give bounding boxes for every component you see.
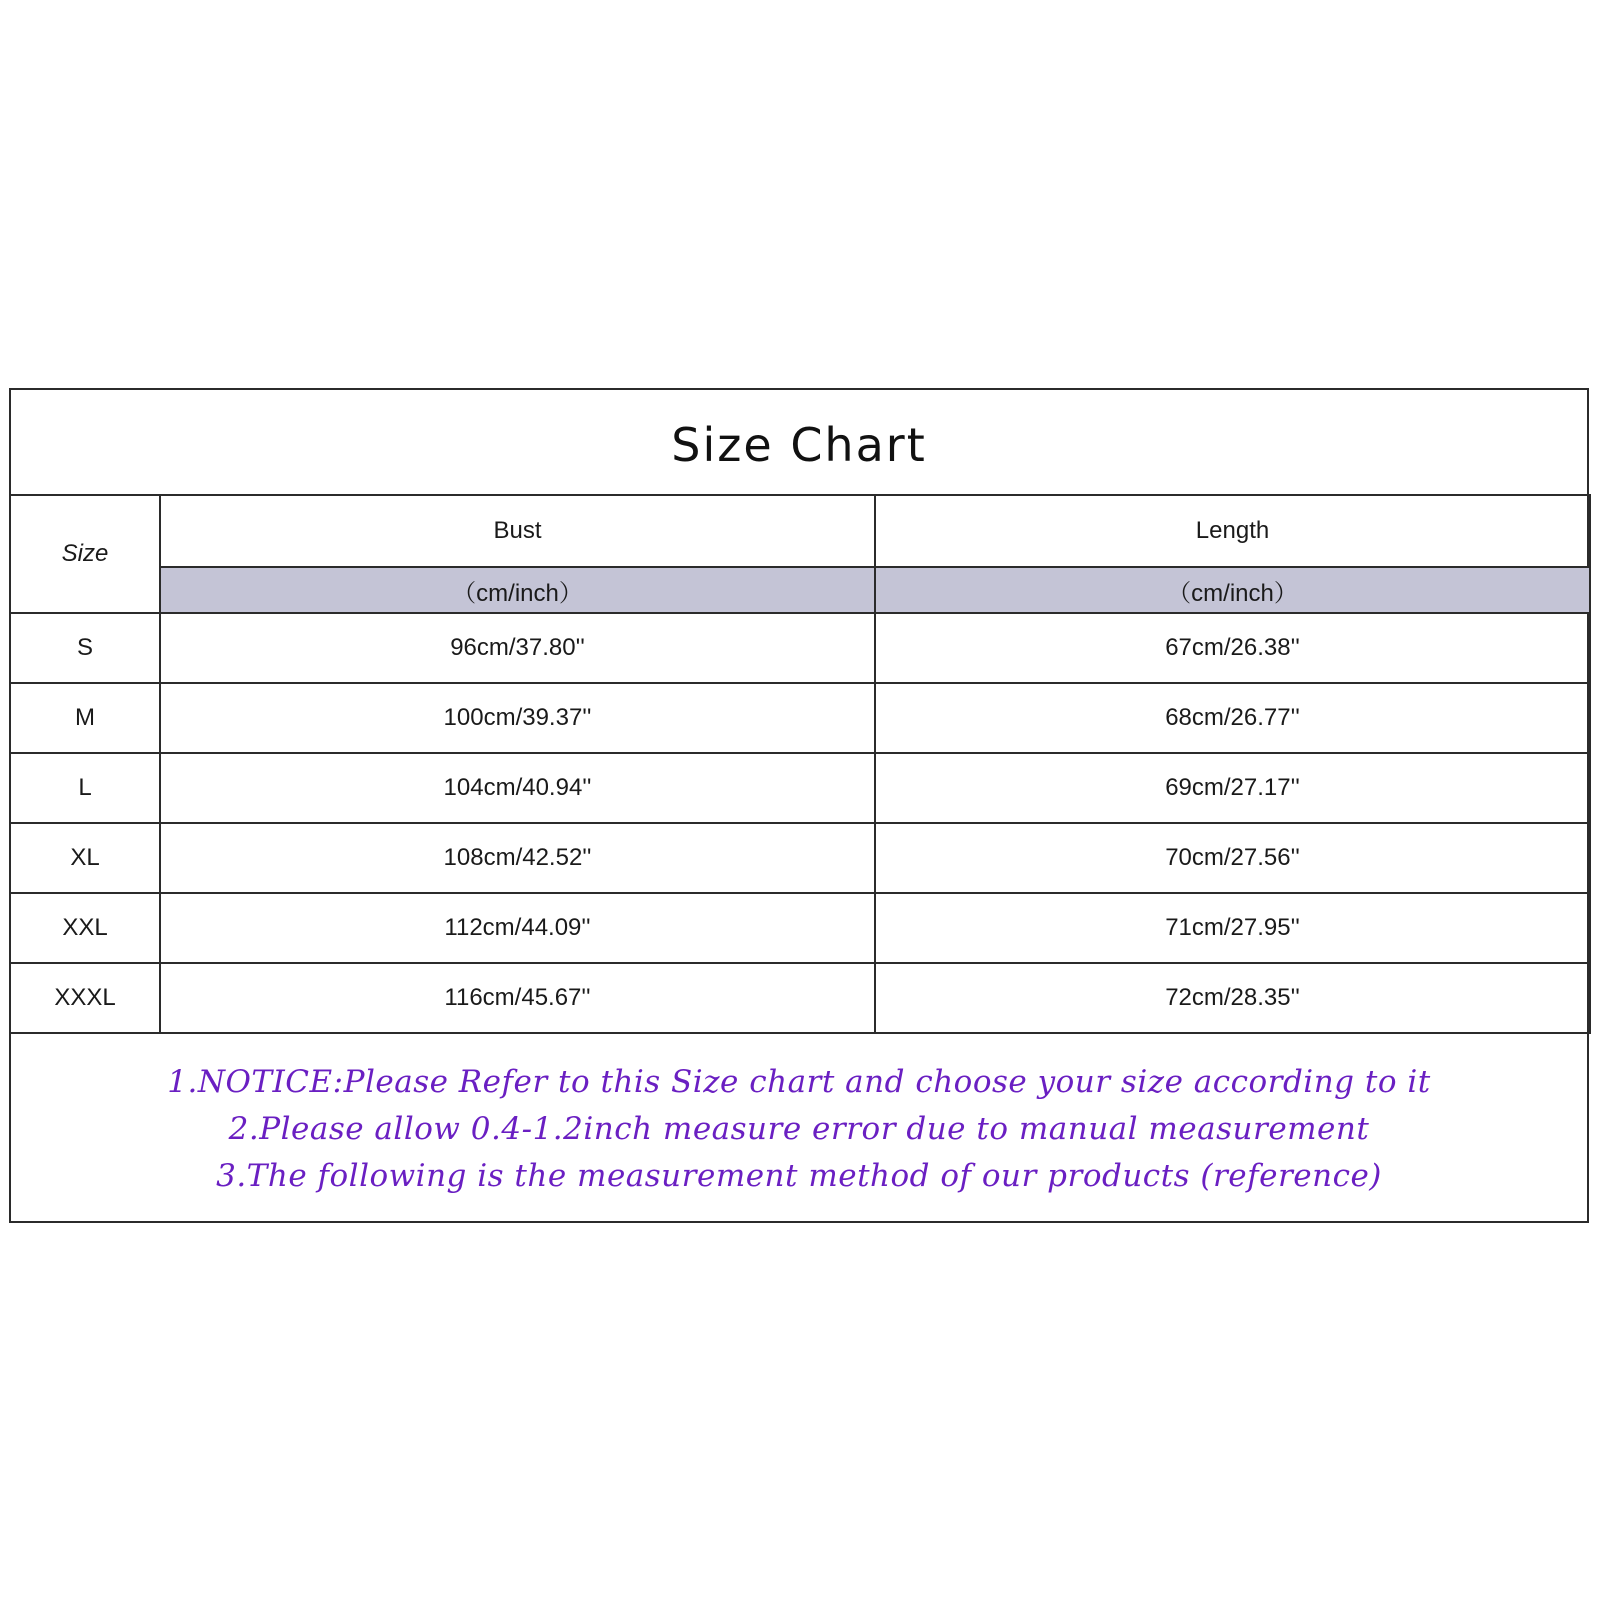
table-row (10, 613, 1590, 683)
length-unit-label: （cm/inch） (875, 567, 1590, 613)
length-cell: 70cm/27.56'' (875, 823, 1590, 893)
table-row (10, 823, 1590, 893)
bust-cell: 96cm/37.80'' (160, 613, 875, 683)
note-line: 3.The following is the measurement method of our products (reference) (216, 1158, 1382, 1194)
table-row (10, 963, 1590, 1033)
length-cell: 71cm/27.95'' (875, 893, 1590, 963)
size-cell: S (10, 613, 160, 683)
length-cell: 67cm/26.38'' (875, 613, 1590, 683)
length-cell: 72cm/28.35'' (875, 963, 1590, 1033)
bust-cell: 116cm/45.67'' (160, 963, 875, 1033)
bust-unit-label: （cm/inch） (160, 567, 875, 613)
bust-cell: 104cm/40.94'' (160, 753, 875, 823)
chart-title: Size Chart (671, 418, 927, 472)
title-row (11, 390, 1587, 496)
table-row (10, 753, 1590, 823)
length-column-header: Length (875, 495, 1590, 567)
bust-cell: 112cm/44.09'' (160, 893, 875, 963)
bust-cell: 100cm/39.37'' (160, 683, 875, 753)
note-line: 1.NOTICE:Please Refer to this Size chart and choose your size according to it (167, 1064, 1431, 1100)
header-row (10, 495, 1590, 567)
size-cell: M (10, 683, 160, 753)
unit-row (10, 567, 1590, 613)
bust-column-header: Bust (160, 495, 875, 567)
size-cell: XXL (10, 893, 160, 963)
size-cell: XL (10, 823, 160, 893)
bust-cell: 108cm/42.52'' (160, 823, 875, 893)
size-chart (9, 388, 1589, 1223)
size-column-header: Size (10, 495, 160, 613)
length-cell: 69cm/27.17'' (875, 753, 1590, 823)
length-cell: 68cm/26.77'' (875, 683, 1590, 753)
table-row (10, 893, 1590, 963)
size-cell: L (10, 753, 160, 823)
size-table (9, 494, 1591, 1034)
size-cell: XXXL (10, 963, 160, 1033)
note-line: 2.Please allow 0.4-1.2inch measure error due to manual measurement (228, 1111, 1370, 1147)
table-row (10, 683, 1590, 753)
notes-section (11, 1038, 1587, 1221)
